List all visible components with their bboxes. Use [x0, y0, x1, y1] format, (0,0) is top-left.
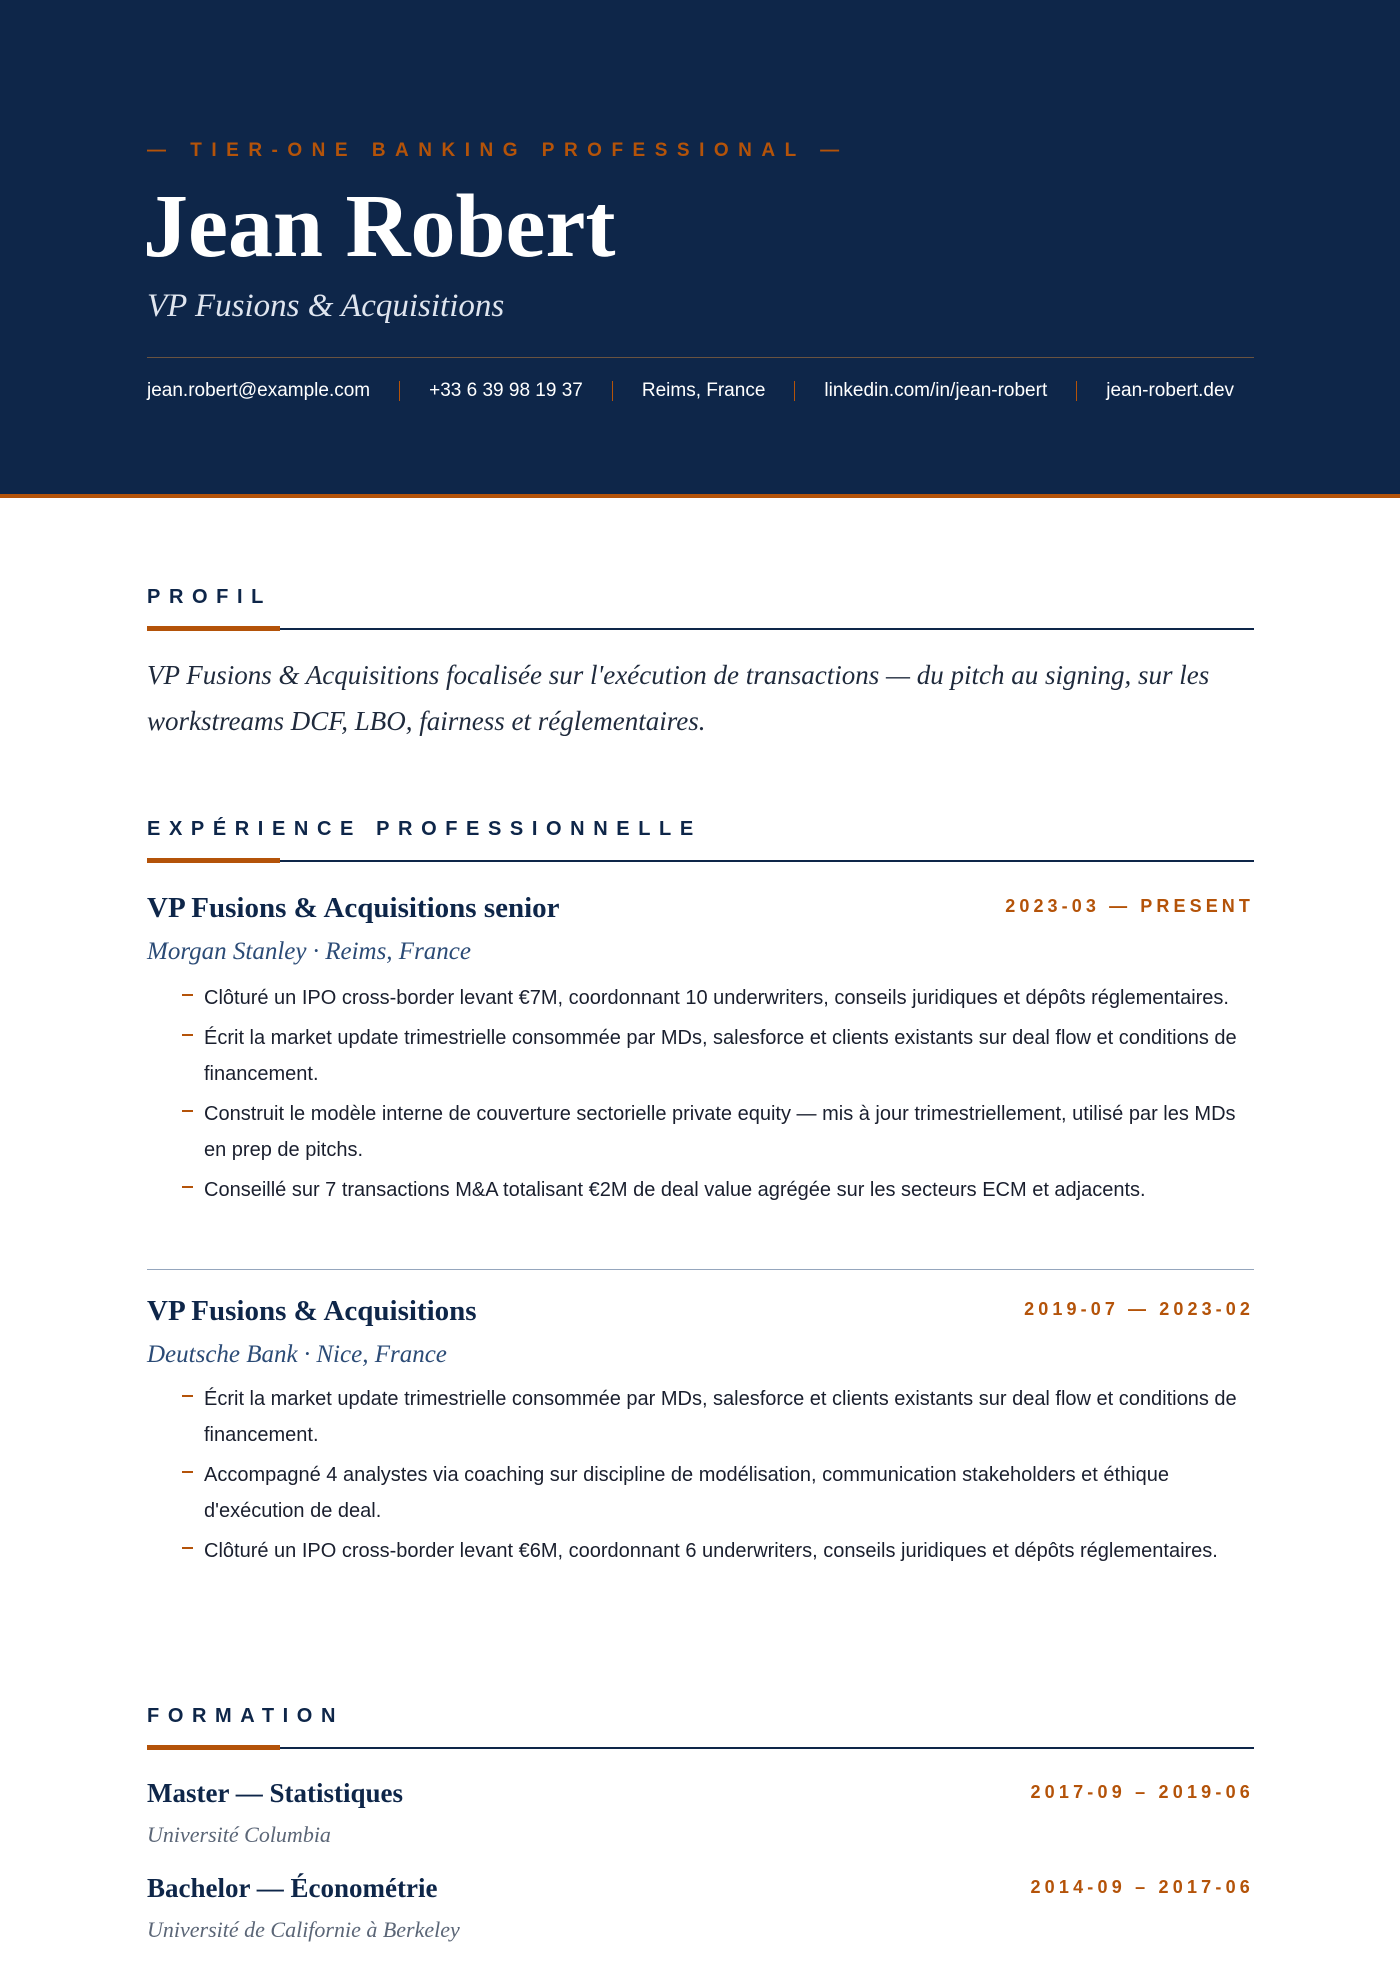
education-dates: 2014-09 – 2017-06 — [1030, 1877, 1254, 1897]
job-bullet-text: Écrit la market update trimestrielle consommée par MDs, salesforce et clients existants sur deal flow et conditions de financement. — [204, 1388, 1237, 1446]
job-bullets — [182, 1381, 1257, 1573]
education-dates: 2017-09 – 2019-06 — [1030, 1782, 1254, 1802]
contact-website[interactable]: jean-robert.dev — [1106, 380, 1235, 401]
section-rule-education — [147, 1747, 1254, 1749]
header-eyebrow: — TIER-ONE BANKING PROFESSIONAL — — [147, 140, 849, 161]
bullet-dash — [182, 1110, 193, 1112]
job-bullet-text: Accompagné 4 analystes via coaching sur discipline de modélisation, communication stakeholders et éthique d'exécution de deal. — [204, 1464, 1169, 1522]
candidate-headline: VP Fusions & Acquisitions — [147, 288, 505, 324]
job-bullets — [182, 980, 1257, 1212]
section-title-experience: EXPÉRIENCE PROFESSIONNELLE — [147, 818, 702, 840]
job-company: Deutsche Bank · Nice, France — [147, 1341, 447, 1368]
header-divider — [147, 357, 1254, 358]
job-bullet — [182, 1096, 1257, 1168]
education-school: Université de Californie à Berkeley — [147, 1917, 460, 1942]
job-bullet — [182, 1172, 1257, 1208]
job-company: Morgan Stanley · Reims, France — [147, 938, 471, 965]
bullet-dash — [182, 1186, 193, 1188]
job-bullet-text: Écrit la market update trimestrielle consommée par MDs, salesforce et clients existants sur deal flow et conditions de financement. — [204, 1027, 1237, 1085]
job-bullet — [182, 1381, 1257, 1453]
bullet-dash — [182, 1471, 193, 1473]
education-school: Université Columbia — [147, 1822, 331, 1847]
contact-separator — [399, 381, 400, 401]
bullet-dash — [182, 1034, 193, 1036]
job-bullet-text: Clôturé un IPO cross-border levant €7M, coordonnant 10 underwriters, conseils juridiques et dépôts réglementaires. — [204, 987, 1229, 1009]
bullet-dash — [182, 994, 193, 996]
job-bullet — [182, 980, 1257, 1016]
contact-separator — [612, 381, 613, 401]
job-title: VP Fusions & Acquisitions senior — [147, 892, 560, 924]
education-degree: Bachelor — Économétrie — [147, 1873, 438, 1903]
contact-location: Reims, France — [641, 380, 766, 401]
bullet-dash — [182, 1547, 193, 1549]
education-degree: Master — Statistiques — [147, 1778, 403, 1808]
profile-summary: VP Fusions & Acquisitions focalisée sur l'exécution de transactions — du pitch au signing, sur les workstreams DCF, LBO, fairness et réglementaires. — [147, 660, 1210, 736]
contact-phone[interactable]: +33 6 39 98 19 37 — [429, 380, 583, 401]
section-rule-accent — [147, 858, 280, 863]
job-dates: 2023-03 — PRESENT — [1005, 896, 1254, 916]
contact-linkedin[interactable]: linkedin.com/in/jean-robert — [824, 380, 1048, 401]
job-title: VP Fusions & Acquisitions — [147, 1295, 477, 1327]
job-bullet-text: Clôturé un IPO cross-border levant €6M, coordonnant 6 underwriters, conseils juridiques et dépôts réglementaires. — [204, 1540, 1218, 1562]
contact-separator — [1076, 381, 1077, 401]
section-title-education: FORMATION — [147, 1705, 345, 1727]
job-bullet-text: Construit le modèle interne de couverture sectorielle private equity — mis à jour trimestriellement, utilisé par les MDs en prep de pitchs. — [204, 1103, 1236, 1161]
candidate-name: Jean Robert — [143, 177, 616, 276]
contact-separator — [794, 381, 795, 401]
bullet-dash — [182, 1395, 193, 1397]
contact-email[interactable]: jean.robert@example.com — [147, 380, 371, 401]
job-bullet — [182, 1533, 1257, 1569]
section-rule-accent — [147, 1745, 280, 1750]
job-bullet — [182, 1457, 1257, 1529]
section-rule-profile — [147, 628, 1254, 630]
section-title-profile: PROFIL — [147, 586, 272, 608]
section-rule-accent — [147, 626, 280, 631]
job-bullet — [182, 1020, 1257, 1092]
job-dates: 2019-07 — 2023-02 — [1024, 1299, 1254, 1319]
job-divider — [147, 1269, 1254, 1270]
section-rule-experience — [147, 860, 1254, 862]
resume-header — [0, 0, 1400, 498]
contact-bar — [147, 376, 1234, 406]
job-bullet-text: Conseillé sur 7 transactions M&A totalisant €2M de deal value agrégée sur les secteurs ECM et adjacents. — [204, 1179, 1146, 1201]
